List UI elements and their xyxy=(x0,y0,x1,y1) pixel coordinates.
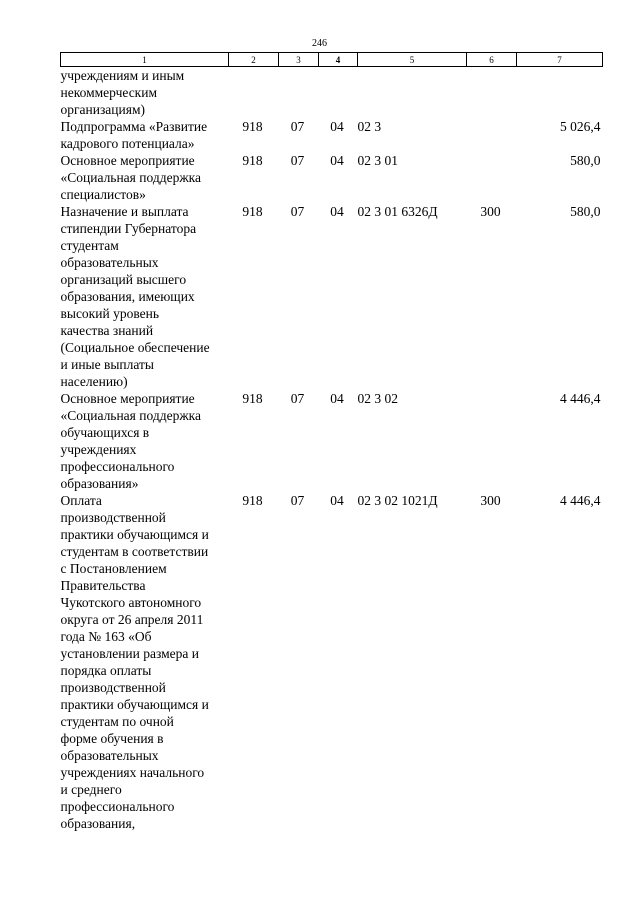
section-code: 07 xyxy=(290,153,305,168)
expense-type: 300 xyxy=(480,204,501,219)
table-row xyxy=(61,152,603,203)
item-name-line: специалистов» xyxy=(60,187,146,202)
item-name-line: профессионального xyxy=(60,459,175,474)
section-code: 07 xyxy=(290,391,305,406)
ministry-code: 918 xyxy=(242,119,263,134)
subsection-code: 04 xyxy=(330,119,344,134)
item-name-line: населению) xyxy=(60,374,128,389)
ministry-code: 918 xyxy=(242,493,263,508)
ministry-code xyxy=(229,67,279,119)
column-header-expense-type: 6 xyxy=(467,53,517,67)
item-name-line: Чукотского автономного xyxy=(60,595,202,610)
column-number-header xyxy=(61,53,603,67)
item-name-line: установлении размера и xyxy=(60,646,200,661)
amount: 580,0 xyxy=(570,153,601,168)
item-name-line: образовательных xyxy=(60,255,159,270)
amount: 4 446,4 xyxy=(560,493,601,508)
item-name xyxy=(61,152,229,203)
column-header-amount: 7 xyxy=(517,53,603,67)
target-article: 02 3 01 6326Д xyxy=(357,204,438,219)
item-name-line: учреждениях xyxy=(60,442,137,457)
item-name xyxy=(61,67,229,119)
table-row xyxy=(61,67,603,119)
item-name-line: студентам по очной xyxy=(60,714,174,729)
item-name-line: кадрового потенциала» xyxy=(60,136,195,151)
item-name-line: профессионального xyxy=(60,799,175,814)
item-name-line: практики обучающимся и xyxy=(60,697,209,712)
table-body xyxy=(61,67,603,833)
expense-type: 300 xyxy=(480,493,501,508)
item-name-line: организаций высшего xyxy=(60,272,187,287)
item-name-line: образования, xyxy=(60,816,136,831)
item-name-line: года № 163 «Об xyxy=(60,629,152,644)
item-name-line: с Постановлением xyxy=(60,561,167,576)
section-code: 07 xyxy=(290,493,305,508)
item-name-line: и иные выплаты xyxy=(60,357,155,372)
subsection-code: 04 xyxy=(330,153,344,168)
item-name-line: производственной xyxy=(60,680,166,695)
item-name-line: «Социальная поддержка xyxy=(60,408,201,423)
item-name xyxy=(61,118,229,152)
section-code xyxy=(279,67,319,119)
item-name-line: Основное мероприятие xyxy=(60,153,195,168)
expense-type xyxy=(467,118,517,152)
item-name-line: студентам xyxy=(60,238,119,253)
item-name-line: (Социальное обеспечение xyxy=(60,340,210,355)
item-name-line: высокий уровень xyxy=(60,306,159,321)
item-name xyxy=(61,390,229,492)
subsection-code: 04 xyxy=(330,204,344,219)
amount: 4 446,4 xyxy=(560,391,601,406)
target-article: 02 3 xyxy=(357,119,382,134)
item-name-line: и среднего xyxy=(60,782,122,797)
item-name-line: «Социальная поддержка xyxy=(60,170,201,185)
item-name-line: образовательных xyxy=(60,748,159,763)
column-header-subsection: 4 xyxy=(319,53,358,67)
table-row xyxy=(61,118,603,152)
item-name xyxy=(61,203,229,390)
item-name-line: стипендии Губернатора xyxy=(60,221,197,236)
page-number: 246 xyxy=(312,38,327,49)
column-header-section: 3 xyxy=(279,53,319,67)
amount: 580,0 xyxy=(570,204,601,219)
table-row xyxy=(61,390,603,492)
item-name-line: Правительства xyxy=(60,578,146,593)
amount: 5 026,4 xyxy=(560,119,601,134)
column-header-target: 5 xyxy=(358,53,467,67)
item-name-line: некоммерческим xyxy=(60,85,158,100)
section-code: 07 xyxy=(290,204,305,219)
item-name-line: порядка оплаты xyxy=(60,663,152,678)
ministry-code: 918 xyxy=(242,204,263,219)
section-code: 07 xyxy=(290,119,305,134)
table-row xyxy=(61,203,603,390)
item-name-line: округа от 26 апреля 2011 xyxy=(60,612,204,627)
subsection-code: 04 xyxy=(330,391,344,406)
item-name-line: Оплата xyxy=(60,493,102,508)
ministry-code: 918 xyxy=(242,391,263,406)
expense-type xyxy=(467,390,517,492)
item-name-line: студентам в соответствии xyxy=(60,544,209,559)
target-article: 02 3 02 1021Д xyxy=(357,493,438,508)
item-name-line: организациям) xyxy=(60,102,146,117)
item-name-line: Подпрограмма «Развитие xyxy=(60,119,208,134)
item-name-line: обучающихся в xyxy=(60,425,150,440)
item-name-line: образования, имеющих xyxy=(60,289,195,304)
amount xyxy=(517,67,603,119)
item-name-line: образования» xyxy=(60,476,139,491)
column-header-name: 1 xyxy=(61,53,229,67)
target-article xyxy=(358,67,467,119)
item-name-line: практики обучающимся и xyxy=(60,527,209,542)
item-name-line: производственной xyxy=(60,510,166,525)
column-header-ministry: 2 xyxy=(229,53,279,67)
expense-type xyxy=(467,67,517,119)
item-name-line: Основное мероприятие xyxy=(60,391,195,406)
subsection-code xyxy=(319,67,358,119)
table-row xyxy=(61,492,603,832)
item-name-line: форме обучения в xyxy=(60,731,164,746)
subsection-code: 04 xyxy=(330,493,344,508)
item-name-line: Назначение и выплата xyxy=(60,204,189,219)
ministry-code: 918 xyxy=(242,153,263,168)
item-name-line: учреждениям и иным xyxy=(60,68,185,83)
item-name xyxy=(61,492,229,832)
budget-table xyxy=(60,52,603,832)
expense-type xyxy=(467,152,517,203)
target-article: 02 3 01 xyxy=(357,153,398,168)
target-article: 02 3 02 xyxy=(357,391,398,406)
item-name-line: учреждениях начального xyxy=(60,765,205,780)
item-name-line: качества знаний xyxy=(60,323,154,338)
